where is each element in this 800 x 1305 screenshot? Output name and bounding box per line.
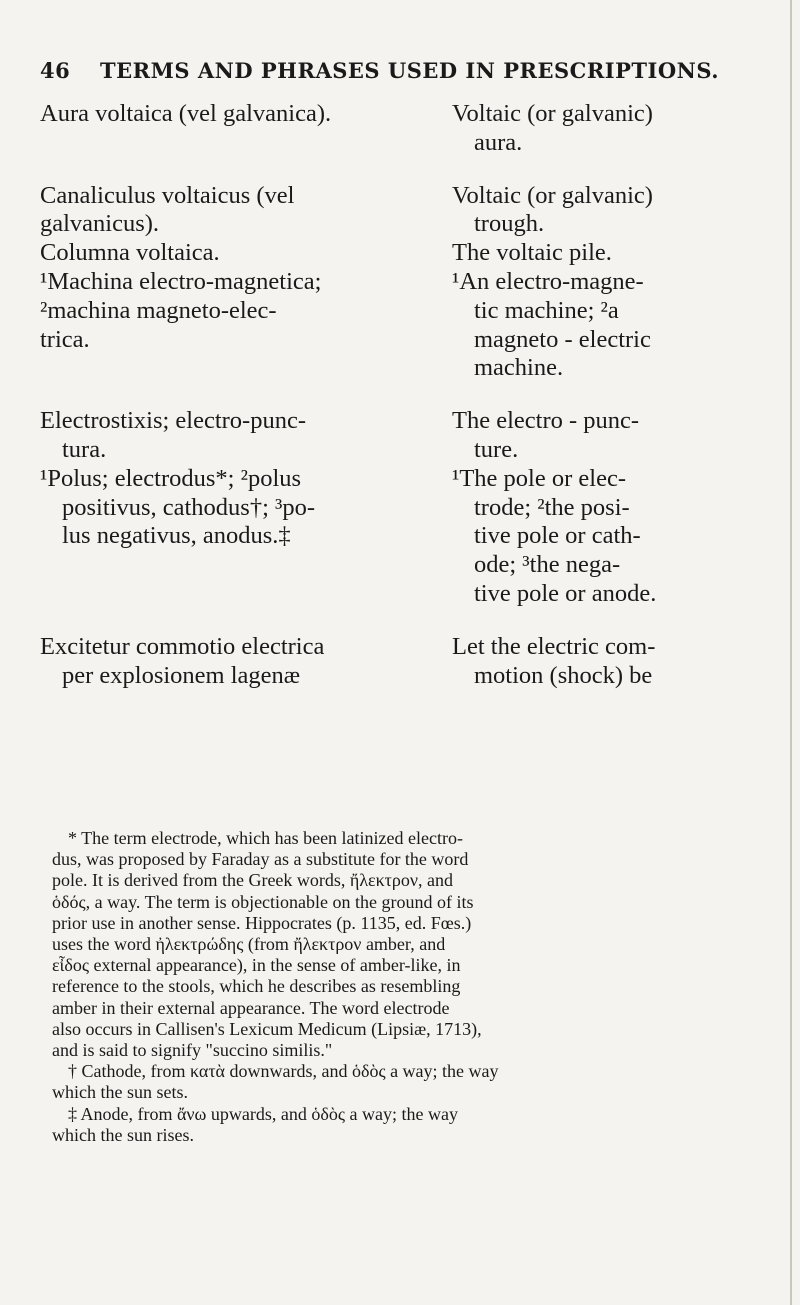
latin-line: per explosionem lagenæ (62, 661, 301, 689)
footnote-line: pole. It is derived from the Greek words, ἤλεκτρον, and (52, 870, 454, 891)
footnote-line: also occurs in Callisen's Lexicum Medicum (Lipsiæ, 1713), (52, 1018, 482, 1039)
footnote-line: ὁδός, a way. The term is objectionable on the ground of its (52, 891, 474, 912)
footnote-line: which the sun rises. (52, 1124, 194, 1145)
english-line: motion (shock) be (474, 661, 653, 689)
footnote-line: ‡ Anode, from ἄνω upwards, and ὁδὸς a way; the way (68, 1103, 458, 1124)
running-head-title: TERMS AND PHRASES USED IN PRESCRIPTIONS. (100, 58, 720, 83)
english-line: ture. (474, 435, 519, 463)
page-edge-shadow (790, 0, 792, 1305)
english-line: ¹An electro-magne- (452, 267, 644, 295)
latin-line: Aura voltaica (vel galvanica). (40, 100, 332, 127)
latin-term (40, 100, 452, 158)
footnote-line: εἶδος external appearance), in the sense of amber-like, in (52, 955, 461, 976)
english-line: trough. (474, 210, 545, 238)
latin-line: galvanicus). (40, 210, 160, 238)
english-line: Voltaic (or galvanic) (452, 100, 653, 127)
english-line: aura. (474, 128, 523, 156)
english-line: ode; ³the nega- (474, 551, 621, 579)
term-entry-electrode (40, 407, 780, 609)
english-line: Let the electric com- (452, 632, 656, 660)
latin-line: lus negativus, anodus.‡ (62, 522, 291, 550)
footnote-line: amber in their external appearance. The word electrode (52, 997, 450, 1018)
english-translation (452, 633, 768, 691)
latin-line: Columna voltaica. (40, 239, 220, 267)
english-line: ¹The pole or elec- (452, 464, 626, 492)
footnote-line: and is said to signify "succino similis." (52, 1040, 333, 1061)
footnote-line: uses the word ἠλεκτρώδης (from ἤλεκτρον amber, and (52, 934, 446, 955)
english-translation (452, 407, 768, 609)
term-entry-shock (40, 633, 780, 691)
footnote-line: * The term electrode, which has been latinized electro- (68, 828, 463, 848)
english-line: Voltaic (or galvanic) (452, 181, 653, 209)
term-entry-machine (40, 182, 780, 384)
english-line: magneto - electric (474, 325, 651, 353)
latin-line: ²machina magneto-elec- (40, 296, 277, 324)
latin-term (40, 407, 452, 609)
english-line: tic machine; ²a (474, 296, 619, 324)
latin-term (40, 182, 452, 384)
english-line: tive pole or anode. (474, 579, 657, 607)
footnotes (52, 828, 784, 1146)
footnote-line: † Cathode, from κατὰ downwards, and ὁδὸς a way; the way (68, 1061, 499, 1082)
english-line: machine. (474, 354, 564, 382)
english-line: tive pole or cath- (474, 522, 641, 550)
latin-line: Electrostixis; electro-punc- (40, 407, 306, 435)
latin-line: positivus, cathodus†; ³po- (62, 493, 316, 521)
latin-line: tura. (62, 435, 107, 463)
footnote-line: prior use in another sense. Hippocrates (p. 1135, ed. Fœs.) (52, 912, 472, 933)
term-list (40, 100, 780, 690)
latin-term (40, 633, 452, 691)
footnote-line: which the sun sets. (52, 1082, 188, 1103)
page-number: 46 (40, 58, 71, 83)
english-translation (452, 100, 768, 158)
latin-line: ¹Machina electro-magnetica; (40, 267, 322, 295)
english-translation (452, 182, 768, 384)
footnote-line: dus, was proposed by Faraday as a substitute for the word (52, 849, 469, 870)
latin-line: trica. (40, 325, 90, 353)
english-line: trode; ²the posi- (474, 493, 630, 521)
english-line: The voltaic pile. (452, 239, 612, 267)
footnote-line: reference to the stools, which he describes as resembling (52, 976, 461, 997)
term-entry-aura (40, 100, 780, 158)
latin-line: Canaliculus voltaicus (vel (40, 181, 295, 209)
latin-line: Excitetur commotio electrica (40, 632, 325, 660)
english-line: The electro - punc- (452, 407, 640, 435)
running-head (40, 58, 760, 83)
latin-line: ¹Polus; electrodus*; ²polus (40, 464, 302, 492)
